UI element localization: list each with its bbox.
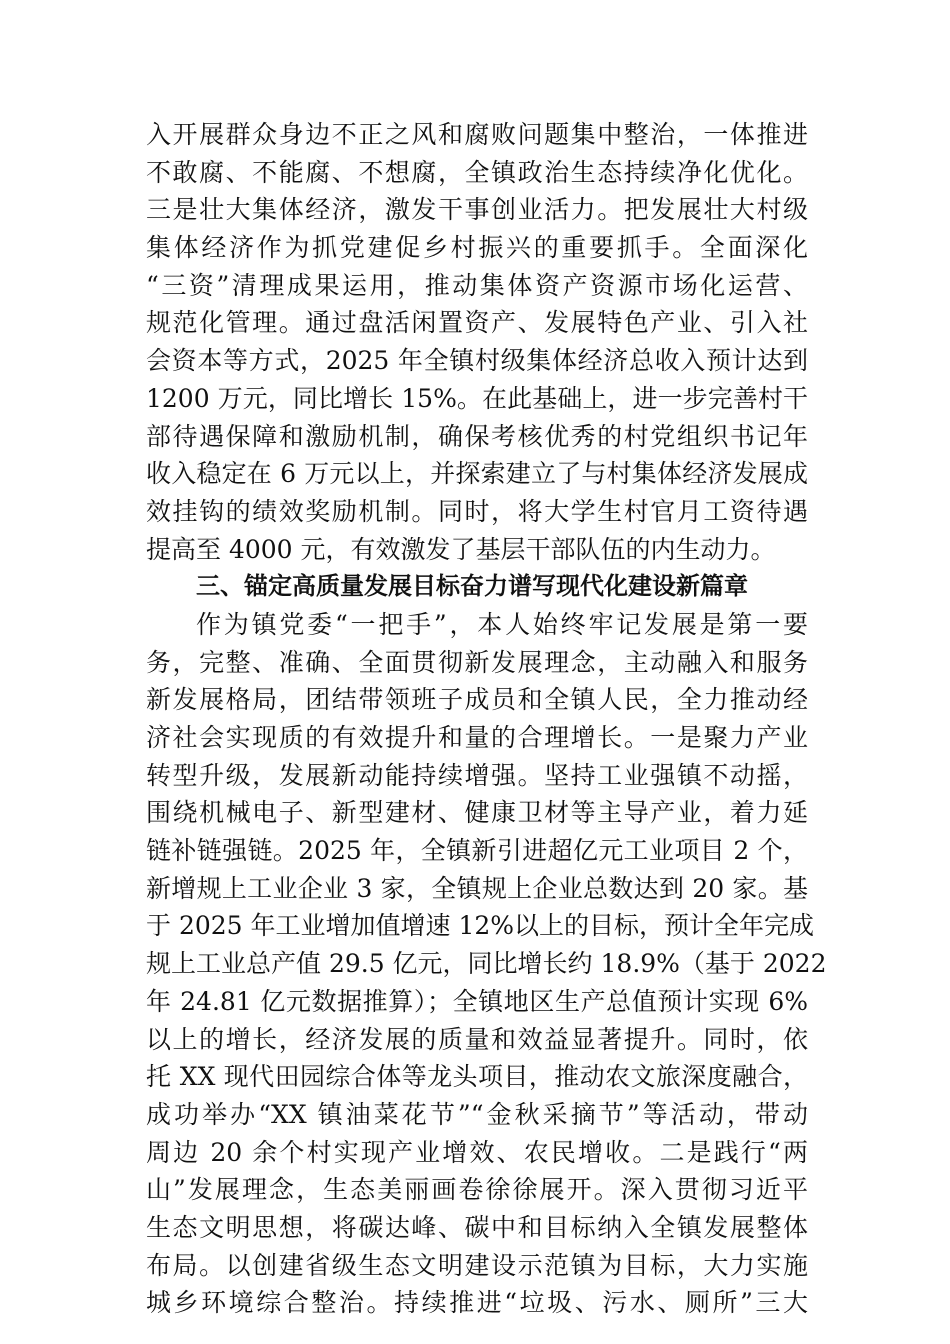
paragraph-line: 提高至 4000 元，有效激发了基层干部队伍的内生动力。	[146, 534, 776, 564]
paragraph-line: 不敢腐、不能腐、不想腐，全镇政治生态持续净化优化。	[146, 157, 808, 187]
paragraph-line: 转型升级，发展新动能持续增强。坚持工业强镇不动摇，	[146, 760, 808, 790]
paragraph-line: 托 XX 现代田园综合体等龙头项目，推动农文旅深度融合，	[146, 1062, 808, 1092]
paragraph-line: 1200 万元，同比增长 15%。在此基础上，进一步完善村干	[146, 383, 808, 413]
paragraph-line: 作为镇党委“一把手”，本人始终牢记发展是第一要	[196, 609, 808, 639]
paragraph-line: 新发展格局，团结带领班子成员和全镇人民，全力推动经	[146, 685, 808, 715]
section-heading: 三、锚定高质量发展目标奋力谱写现代化建设新篇章	[196, 572, 748, 601]
body-text	[146, 116, 827, 1322]
paragraph-line: 于 2025 年工业增加值增速 12%以上的目标，预计全年完成	[146, 911, 815, 941]
paragraph-line: 三是壮大集体经济，激发干事创业活力。把发展壮大村级	[146, 195, 808, 225]
paragraph-line: 链补链强链。2025 年，全镇新引进超亿元工业项目 2 个，	[146, 836, 808, 866]
paragraph-line: 会资本等方式，2025 年全镇村级集体经济总收入预计达到	[146, 346, 808, 376]
paragraph-line: 入开展群众身边不正之风和腐败问题集中整治，一体推进	[146, 120, 808, 149]
paragraph-line: “三资”清理成果运用，推动集体资产资源市场化运营、	[146, 270, 808, 300]
paragraph-line: 以上的增长，经济发展的质量和效益显著提升。同时，依	[146, 1024, 808, 1054]
paragraph-line: 生态文明思想，将碳达峰、碳中和目标纳入全镇发展整体	[146, 1212, 808, 1242]
paragraph-line: 部待遇保障和激励机制，确保考核优秀的村党组织书记年	[146, 421, 808, 451]
paragraph-line: 济社会实现质的有效提升和量的合理增长。一是聚力产业	[146, 723, 808, 752]
paragraph-line: 城乡环境综合整治。持续推进“垃圾、污水、厕所”三大	[146, 1288, 808, 1318]
paragraph-line: 周边 20 余个村实现产业增效、农民增收。二是践行“两	[146, 1137, 808, 1167]
paragraph-line: 成功举办“XX 镇油菜花节”“金秋采摘节”等活动，带动	[146, 1099, 808, 1129]
paragraph-line: 规上工业总产值 29.5 亿元，同比增长约 18.9%（基于 2022	[146, 949, 827, 979]
paragraph-line: 集体经济作为抓党建促乡村振兴的重要抓手。全面深化	[146, 233, 808, 263]
paragraph-line: 新增规上工业企业 3 家，全镇规上企业总数达到 20 家。基	[146, 873, 808, 903]
paragraph-line: 年 24.81 亿元数据推算）；全镇地区生产总值预计实现 6%	[146, 986, 808, 1016]
paragraph-line: 效挂钩的绩效奖励机制。同时，将大学生村官月工资待遇	[146, 496, 808, 526]
paragraph-line: 布局。以创建省级生态文明建设示范镇为目标，大力实施	[146, 1250, 808, 1280]
paragraph-line: 务，完整、准确、全面贯彻新发展理念，主动融入和服务	[146, 647, 808, 677]
paragraph-line: 收入稳定在 6 万元以上，并探索建立了与村集体经济发展成	[146, 459, 808, 489]
paragraph-line: 围绕机械电子、新型建材、健康卫材等主导产业，着力延	[146, 798, 808, 828]
paragraph-line: 规范化管理。通过盘活闲置资产、发展特色产业、引入社	[146, 308, 808, 338]
paragraph-line: 山”发展理念，生态美丽画卷徐徐展开。深入贯彻习近平	[146, 1175, 808, 1205]
